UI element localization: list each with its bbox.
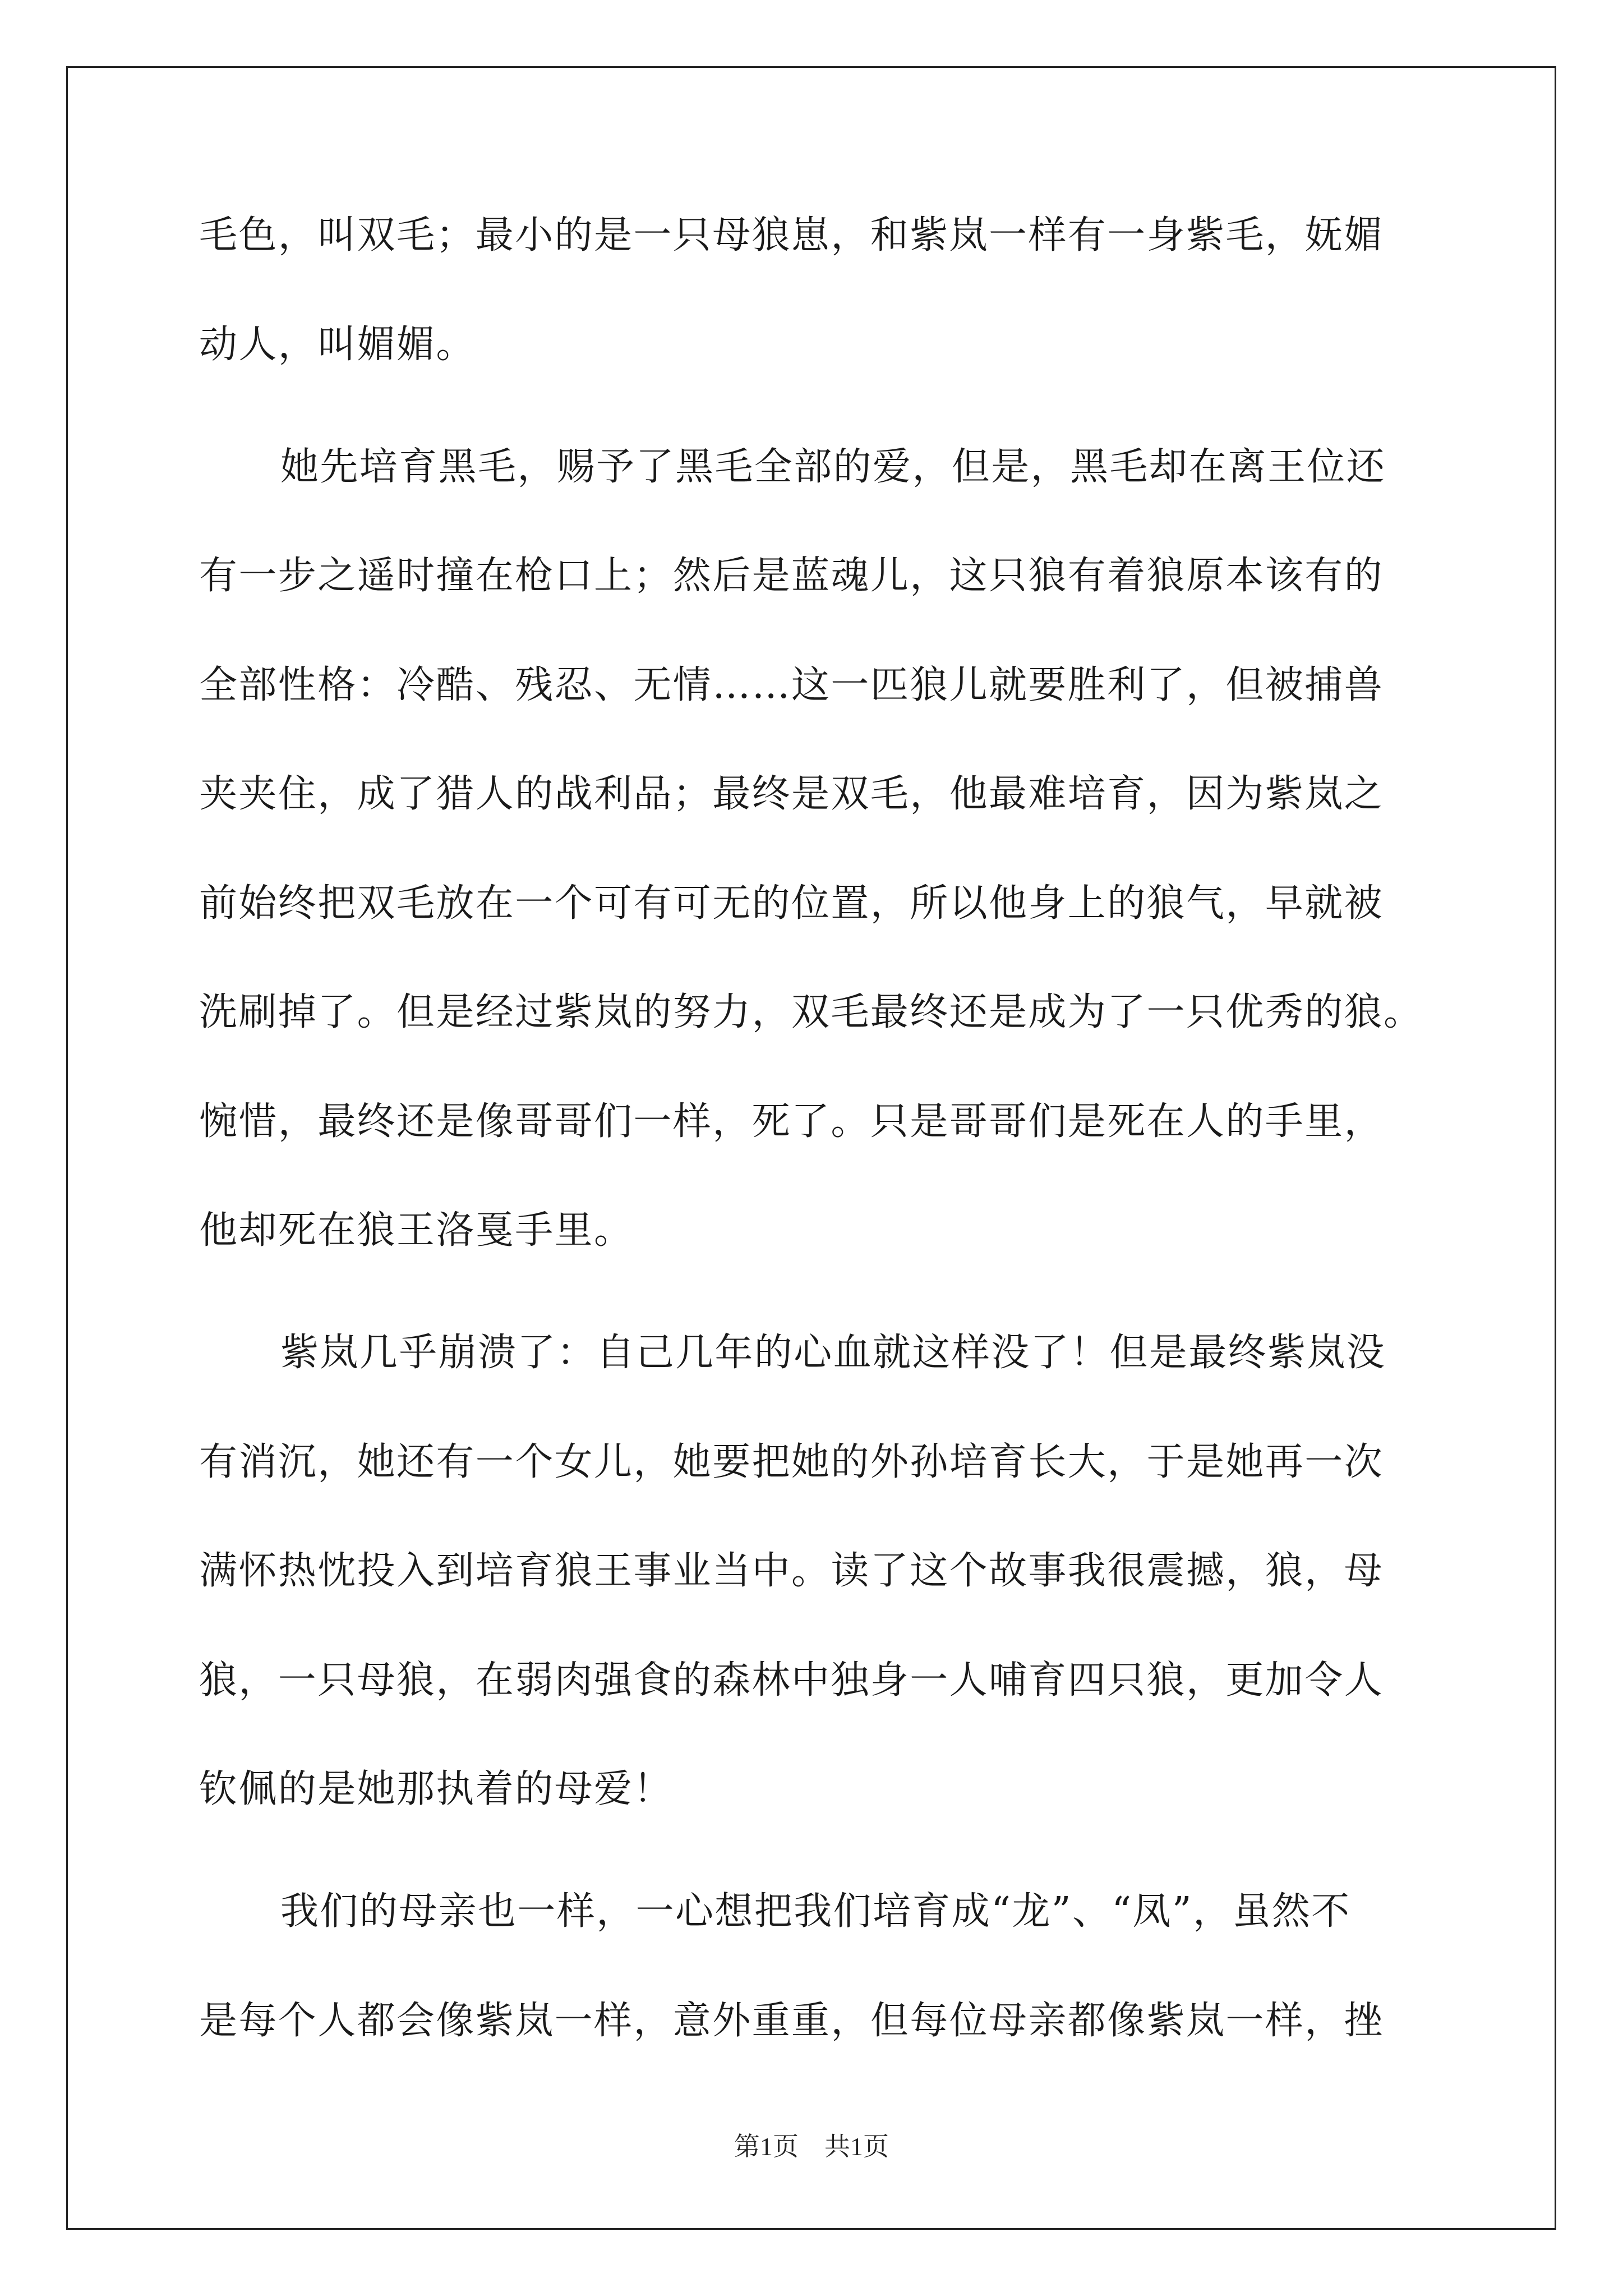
text-line: 动人，叫媚媚。 xyxy=(199,323,476,367)
text-line: 狼，一只母狼，在弱肉强食的森林中独身一人哺育四只狼，更加令人 xyxy=(199,1658,1384,1703)
text-line: 有一步之遥时撞在枪口上；然后是蓝魂儿，这只狼有着狼原本该有的 xyxy=(199,554,1384,598)
text-line: 他却死在狼王洛戛手里。 xyxy=(199,1208,634,1253)
text-line: 是每个人都会像紫岚一样，意外重重，但每位母亲都像紫岚一样，挫 xyxy=(199,1999,1384,2043)
text-line: 我们的母亲也一样，一心想把我们培育成“龙”、“凤”，虽然不 xyxy=(280,1889,1351,1934)
text-line: 钦佩的是她那执着的母爱！ xyxy=(199,1767,673,1811)
text-line: 紫岚几乎崩溃了：自己几年的心血就这样没了！但是最终紫岚没 xyxy=(280,1331,1386,1375)
page-footer xyxy=(0,2126,1623,2163)
text-line: 夹夹住，成了猎人的战利品；最终是双毛，他最难培育，因为紫岚之 xyxy=(199,772,1384,816)
text-line: 洗刷掉了。但是经过紫岚的努力，双毛最终还是成为了一只优秀的狼。 xyxy=(199,990,1423,1034)
text-line: 惋惜，最终还是像哥哥们一样，死了。只是哥哥们是死在人的手里， xyxy=(199,1099,1384,1144)
text-line: 她先培育黑毛，赐予了黑毛全部的爱，但是，黑毛却在离王位还 xyxy=(280,445,1386,489)
text-line: 满怀热忱投入到培育狼王事业当中。读了这个故事我很震撼，狼，母 xyxy=(199,1549,1384,1593)
text-line: 全部性格：冷酷、残忍、无情……这一匹狼儿就要胜利了，但被捕兽 xyxy=(199,663,1384,707)
text-line: 毛色，叫双毛；最小的是一只母狼崽，和紫岚一样有一身紫毛，妩媚 xyxy=(199,213,1384,257)
page-number: 第1页 共1页 xyxy=(734,2132,889,2161)
text-line: 有消沉，她还有一个女儿，她要把她的外孙培育长大，于是她再一次 xyxy=(199,1440,1384,1484)
text-line: 前始终把双毛放在一个可有可无的位置，所以他身上的狼气，早就被 xyxy=(199,881,1384,926)
